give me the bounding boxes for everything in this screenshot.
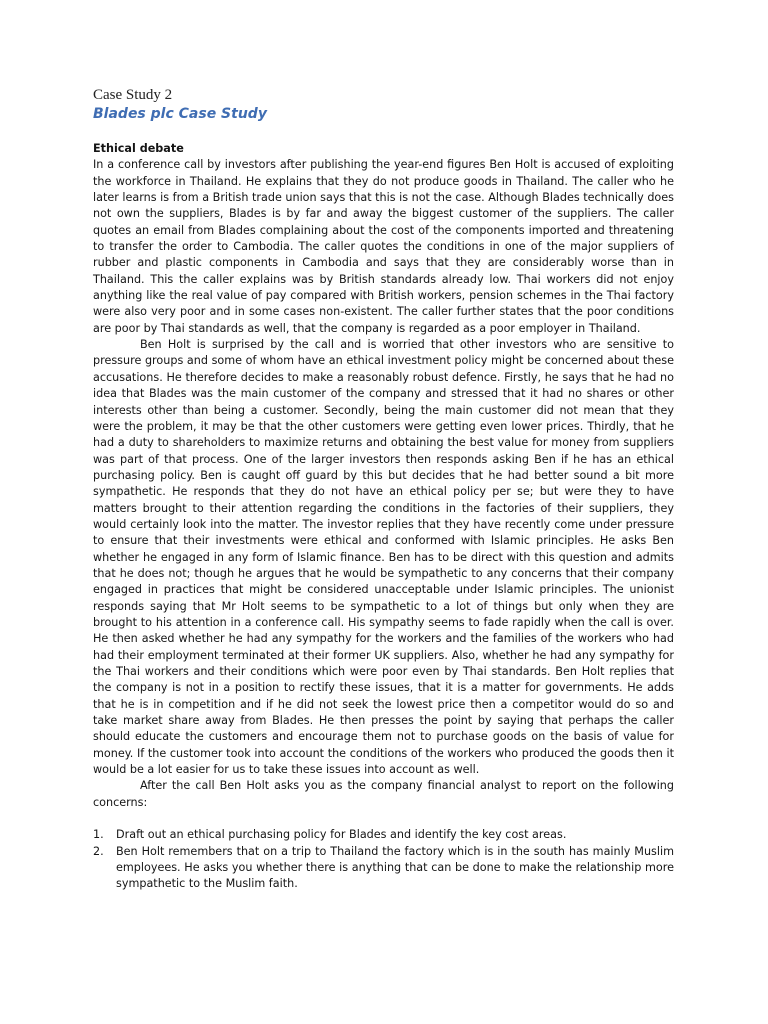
paragraph-defence: Ben Holt is surprised by the call and is worried that other investors who are sensitive to pressure groups and some of whom have an ethical investment policy might be concerned about these accusations. He therefore decides to make a reasonably robust defence. Firstly, he says that he had no idea that Blades was the main customer of the company and stressed that it had no shares or other interests other than being a customer. Secondly, being the main customer did not mean that they were the problem, it may be that the other customers were getting even lower prices. Thirdly, that he had a duty to shareholders to maximize returns and obtaining the best value for money from suppliers was part of that process. One of the larger investors then responds asking Ben if he has an ethical purchasing policy. Ben is caught off guard by this but decides that he had better sound a bit more sympathetic. He responds that they do not have an ethical policy per se; but were they to have matters brought to their attention regarding the conditions in the factories of their suppliers, they would certainly look into the matter. The investor replies that they have recently come under pressure to ensure that their investments were ethical and conformed with Islamic principles. He asks Ben whether he engaged in any form of Islamic finance. Ben has to be direct with this question and admits that he does not; though he argues that he would be sympathetic to any concerns that their company engaged in practices that might be considered unacceptable under Islamic principles. The unionist responds saying that Mr Holt seems to be sympathetic to a lot of things but only when they are brought to his attention in a conference call. His sympathy seems to fade rapidly when the call is over. He then asked whether he had any sympathy for the workers and the families of the workers who had had their employment terminated at their former UK suppliers. Also, whether he had any sympathy for the Thai workers and their conditions which were poor even by Thai standards. Ben Holt replies that the company is not in a position to rectify these issues, that it is a matter for governments. He adds that he is in competition and if he did not seek the lowest price then a competitor would do so and take market share away from Blades. He then presses the point by saying that perhaps the caller should educate the customers and encourage them not to purchase goods on the basis of value for money. If the customer took into account the conditions of the workers who produced the goods then it would be a lot easier for us to take these issues into account as well. xyxy=(93,338,674,777)
list-item xyxy=(93,827,674,843)
task-list xyxy=(93,827,674,892)
document-title: Blades plc Case Study xyxy=(93,106,267,122)
paragraph-concerns: After the call Ben Holt asks you as the company financial analyst to report on the following concerns: xyxy=(93,779,674,809)
paragraph-intro: In a conference call by investors after publishing the year-end figures Ben Holt is accused of exploiting the workforce in Thailand. He explains that they do not produce goods in Thailand. The caller who he later learns is from a British trade union says that this is not the case. Although Blades technically does not own the suppliers, Blades is by far and away the biggest customer of the suppliers. The caller quotes an email from Blades complaining about the cost of the components imported and threatening to transfer the order to Cambodia. The caller quotes the conditions in one of the major suppliers of rubber and plastic components in Cambodia and says that they are considerably worse than in Thailand. This the caller explains was by British standards already low. Thai workers did not enjoy anything like the real value of pay compared with British workers, pension schemes in the Thai factory were also very poor and in some cases non-existent. The caller further states that the poor conditions are poor by Thai standards as well, that the company is regarded as a poor employer in Thailand. xyxy=(93,158,674,335)
list-number: 2. xyxy=(93,844,104,858)
list-item xyxy=(93,844,674,893)
case-study-label: Case Study 2 xyxy=(93,87,173,103)
list-text: Ben Holt remembers that on a trip to Thailand the factory which is in the south has mainly Muslim employees. He asks you whether there is anything that can be done to make the relationship more sympathetic to the Muslim faith. xyxy=(116,844,674,891)
document-body xyxy=(93,141,674,893)
section-heading: Ethical debate xyxy=(93,142,184,155)
spacer xyxy=(93,811,674,827)
list-text: Draft out an ethical purchasing policy for Blades and identify the key cost areas. xyxy=(116,828,567,842)
list-number: 1. xyxy=(93,828,104,842)
